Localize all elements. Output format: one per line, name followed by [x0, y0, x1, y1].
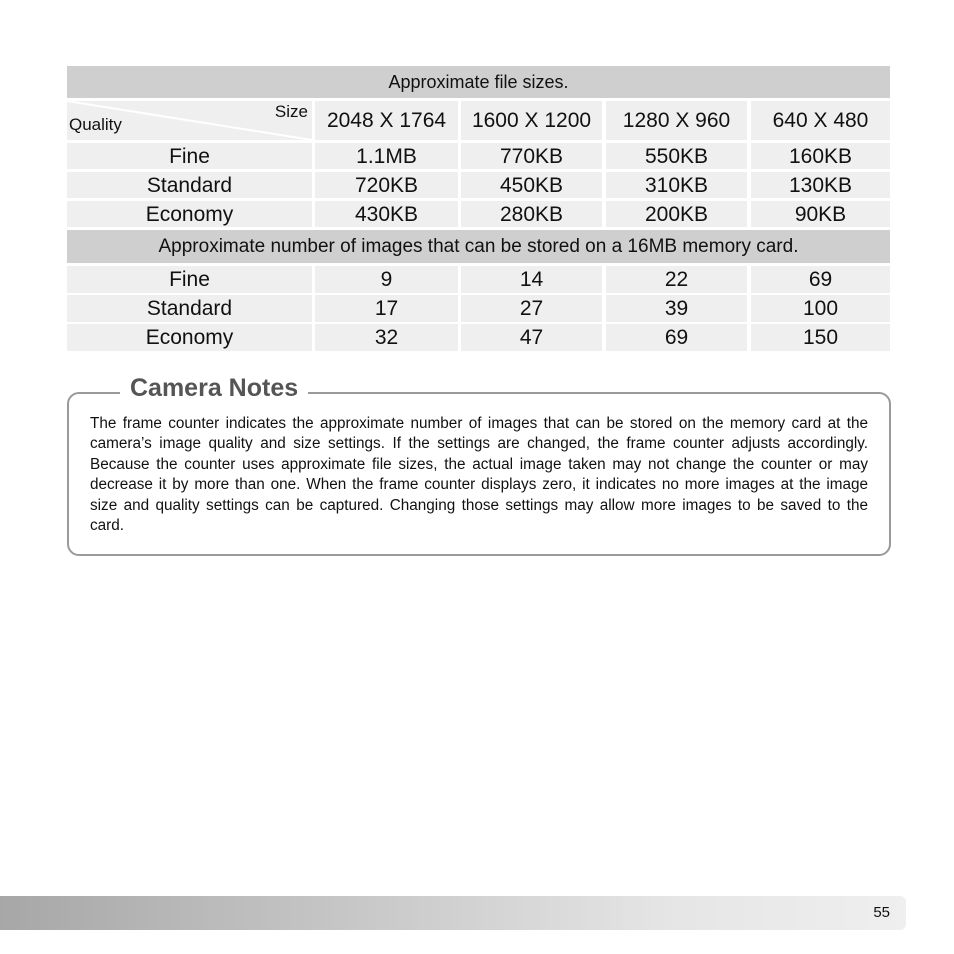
file-size-cell: 430KB: [315, 201, 458, 227]
image-count-cell: 27: [461, 295, 602, 322]
image-count-cell: 69: [606, 324, 747, 351]
size-header: 1280 X 960: [606, 101, 747, 140]
size-header: 640 X 480: [751, 101, 890, 140]
quality-label-cell: Fine: [67, 266, 312, 293]
page-number: 55: [873, 904, 890, 921]
file-size-cell: 280KB: [461, 201, 602, 227]
size-label: Size: [274, 102, 308, 121]
file-size-cell: 130KB: [751, 172, 890, 198]
image-count-header: Approximate number of images that can be stored on a 16MB memory card.: [67, 230, 890, 263]
quality-label-cell: Fine: [67, 143, 312, 169]
file-size-cell: 200KB: [606, 201, 747, 227]
quality-label-cell: Standard: [67, 172, 312, 198]
image-count-cell: 69: [751, 266, 890, 293]
image-count-cell: 32: [315, 324, 458, 351]
file-size-cell: 450KB: [461, 172, 602, 198]
file-size-cell: 550KB: [606, 143, 747, 169]
image-count-cell: 150: [751, 324, 890, 351]
camera-notes-title: Camera Notes: [120, 372, 308, 404]
size-header: 2048 X 1764: [315, 101, 458, 140]
image-count-cell: 22: [606, 266, 747, 293]
size-header: 1600 X 1200: [461, 101, 602, 140]
file-size-cell: 1.1MB: [315, 143, 458, 169]
file-size-cell: 770KB: [461, 143, 602, 169]
quality-label-cell: Standard: [67, 295, 312, 322]
quality-size-corner: [67, 101, 312, 140]
quality-label-cell: Economy: [67, 324, 312, 351]
image-count-cell: 17: [315, 295, 458, 322]
file-sizes-header: Approximate file sizes.: [67, 66, 890, 98]
file-size-cell: 90KB: [751, 201, 890, 227]
file-size-cell: 160KB: [751, 143, 890, 169]
quality-label-cell: Economy: [67, 201, 312, 227]
image-count-cell: 9: [315, 266, 458, 293]
camera-notes-body: The frame counter indicates the approximate number of images that can be stored on the memory card at the camera’s image quality and size settings. If the settings are changed, the frame counter adjusts accordingly. Because the counter uses approximate file sizes, the actual image taken may not change the counter or may decrease it by more than one. When the frame counter displays zero, it indicates no more images at the image size and quality settings can be captured. Changing those settings may allow more images to be saved to the card.: [90, 415, 868, 535]
file-size-cell: 310KB: [606, 172, 747, 198]
quality-label: Quality: [69, 115, 122, 134]
image-count-cell: 100: [751, 295, 890, 322]
image-count-cell: 14: [461, 266, 602, 293]
image-count-cell: 39: [606, 295, 747, 322]
footer-bar: [0, 896, 906, 930]
image-count-cell: 47: [461, 324, 602, 351]
file-size-cell: 720KB: [315, 172, 458, 198]
